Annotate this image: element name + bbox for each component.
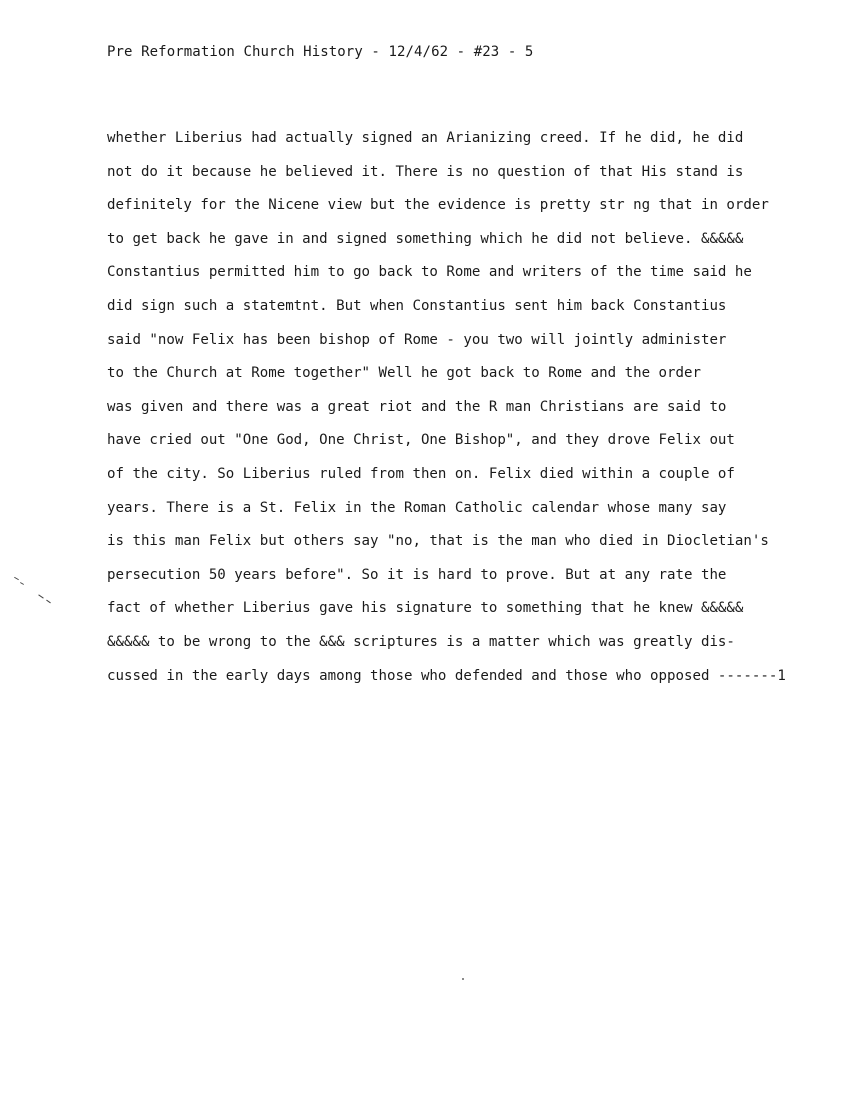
- text-line: &&&&& to be wrong to the &&& scriptures is a matter which was greatly dis-: [107, 633, 735, 650]
- text-line: to the Church at Rome together" Well he got back to Rome and the order: [107, 365, 701, 382]
- text-line: is this man Felix but others say "no, that is the man who died in Diocletian's: [107, 533, 769, 550]
- page-header: Pre Reformation Church History - 12/4/62 - #23 - 5: [107, 44, 534, 60]
- text-line: have cried out "One God, One Christ, One Bishop", and they drove Felix out: [107, 432, 735, 449]
- text-line: years. There is a St. Felix in the Roman Catholic calendar whose many say: [107, 499, 727, 516]
- text-line: said "now Felix has been bishop of Rome - you two will jointly administer: [107, 331, 727, 348]
- text-line: fact of whether Liberius gave his signature to something that he knew &&&&&: [107, 600, 744, 617]
- text-line: of the city. So Liberius ruled from then on. Felix died within a couple of: [107, 465, 735, 482]
- scan-speck: [46, 600, 51, 604]
- text-line: definitely for the Nicene view but the evidence is pretty str ng that in order: [107, 197, 769, 214]
- text-line: was given and there was a great riot and the R man Christians are said to: [107, 398, 727, 415]
- text-line: whether Liberius had actually signed an Arianizing creed. If he did, he did: [107, 130, 744, 146]
- scan-speck: [38, 594, 43, 598]
- text-line: persecution 50 years before". So it is hard to prove. But at any rate the: [107, 566, 727, 583]
- scan-speck: [20, 582, 24, 585]
- stray-mark: [462, 978, 464, 980]
- body-text: [107, 128, 787, 699]
- text-line: did sign such a statemtnt. But when Constantius sent him back Constantius: [107, 297, 727, 314]
- text-line: Constantius permitted him to go back to Rome and writers of the time said he: [107, 264, 752, 281]
- scan-speck: [14, 577, 19, 580]
- text-line: not do it because he believed it. There is no question of that His stand is: [107, 163, 744, 180]
- text-line: cussed in the early days among those who defended and those who opposed -------1: [107, 667, 786, 684]
- text-line: to get back he gave in and signed something which he did not believe. &&&&&: [107, 230, 744, 247]
